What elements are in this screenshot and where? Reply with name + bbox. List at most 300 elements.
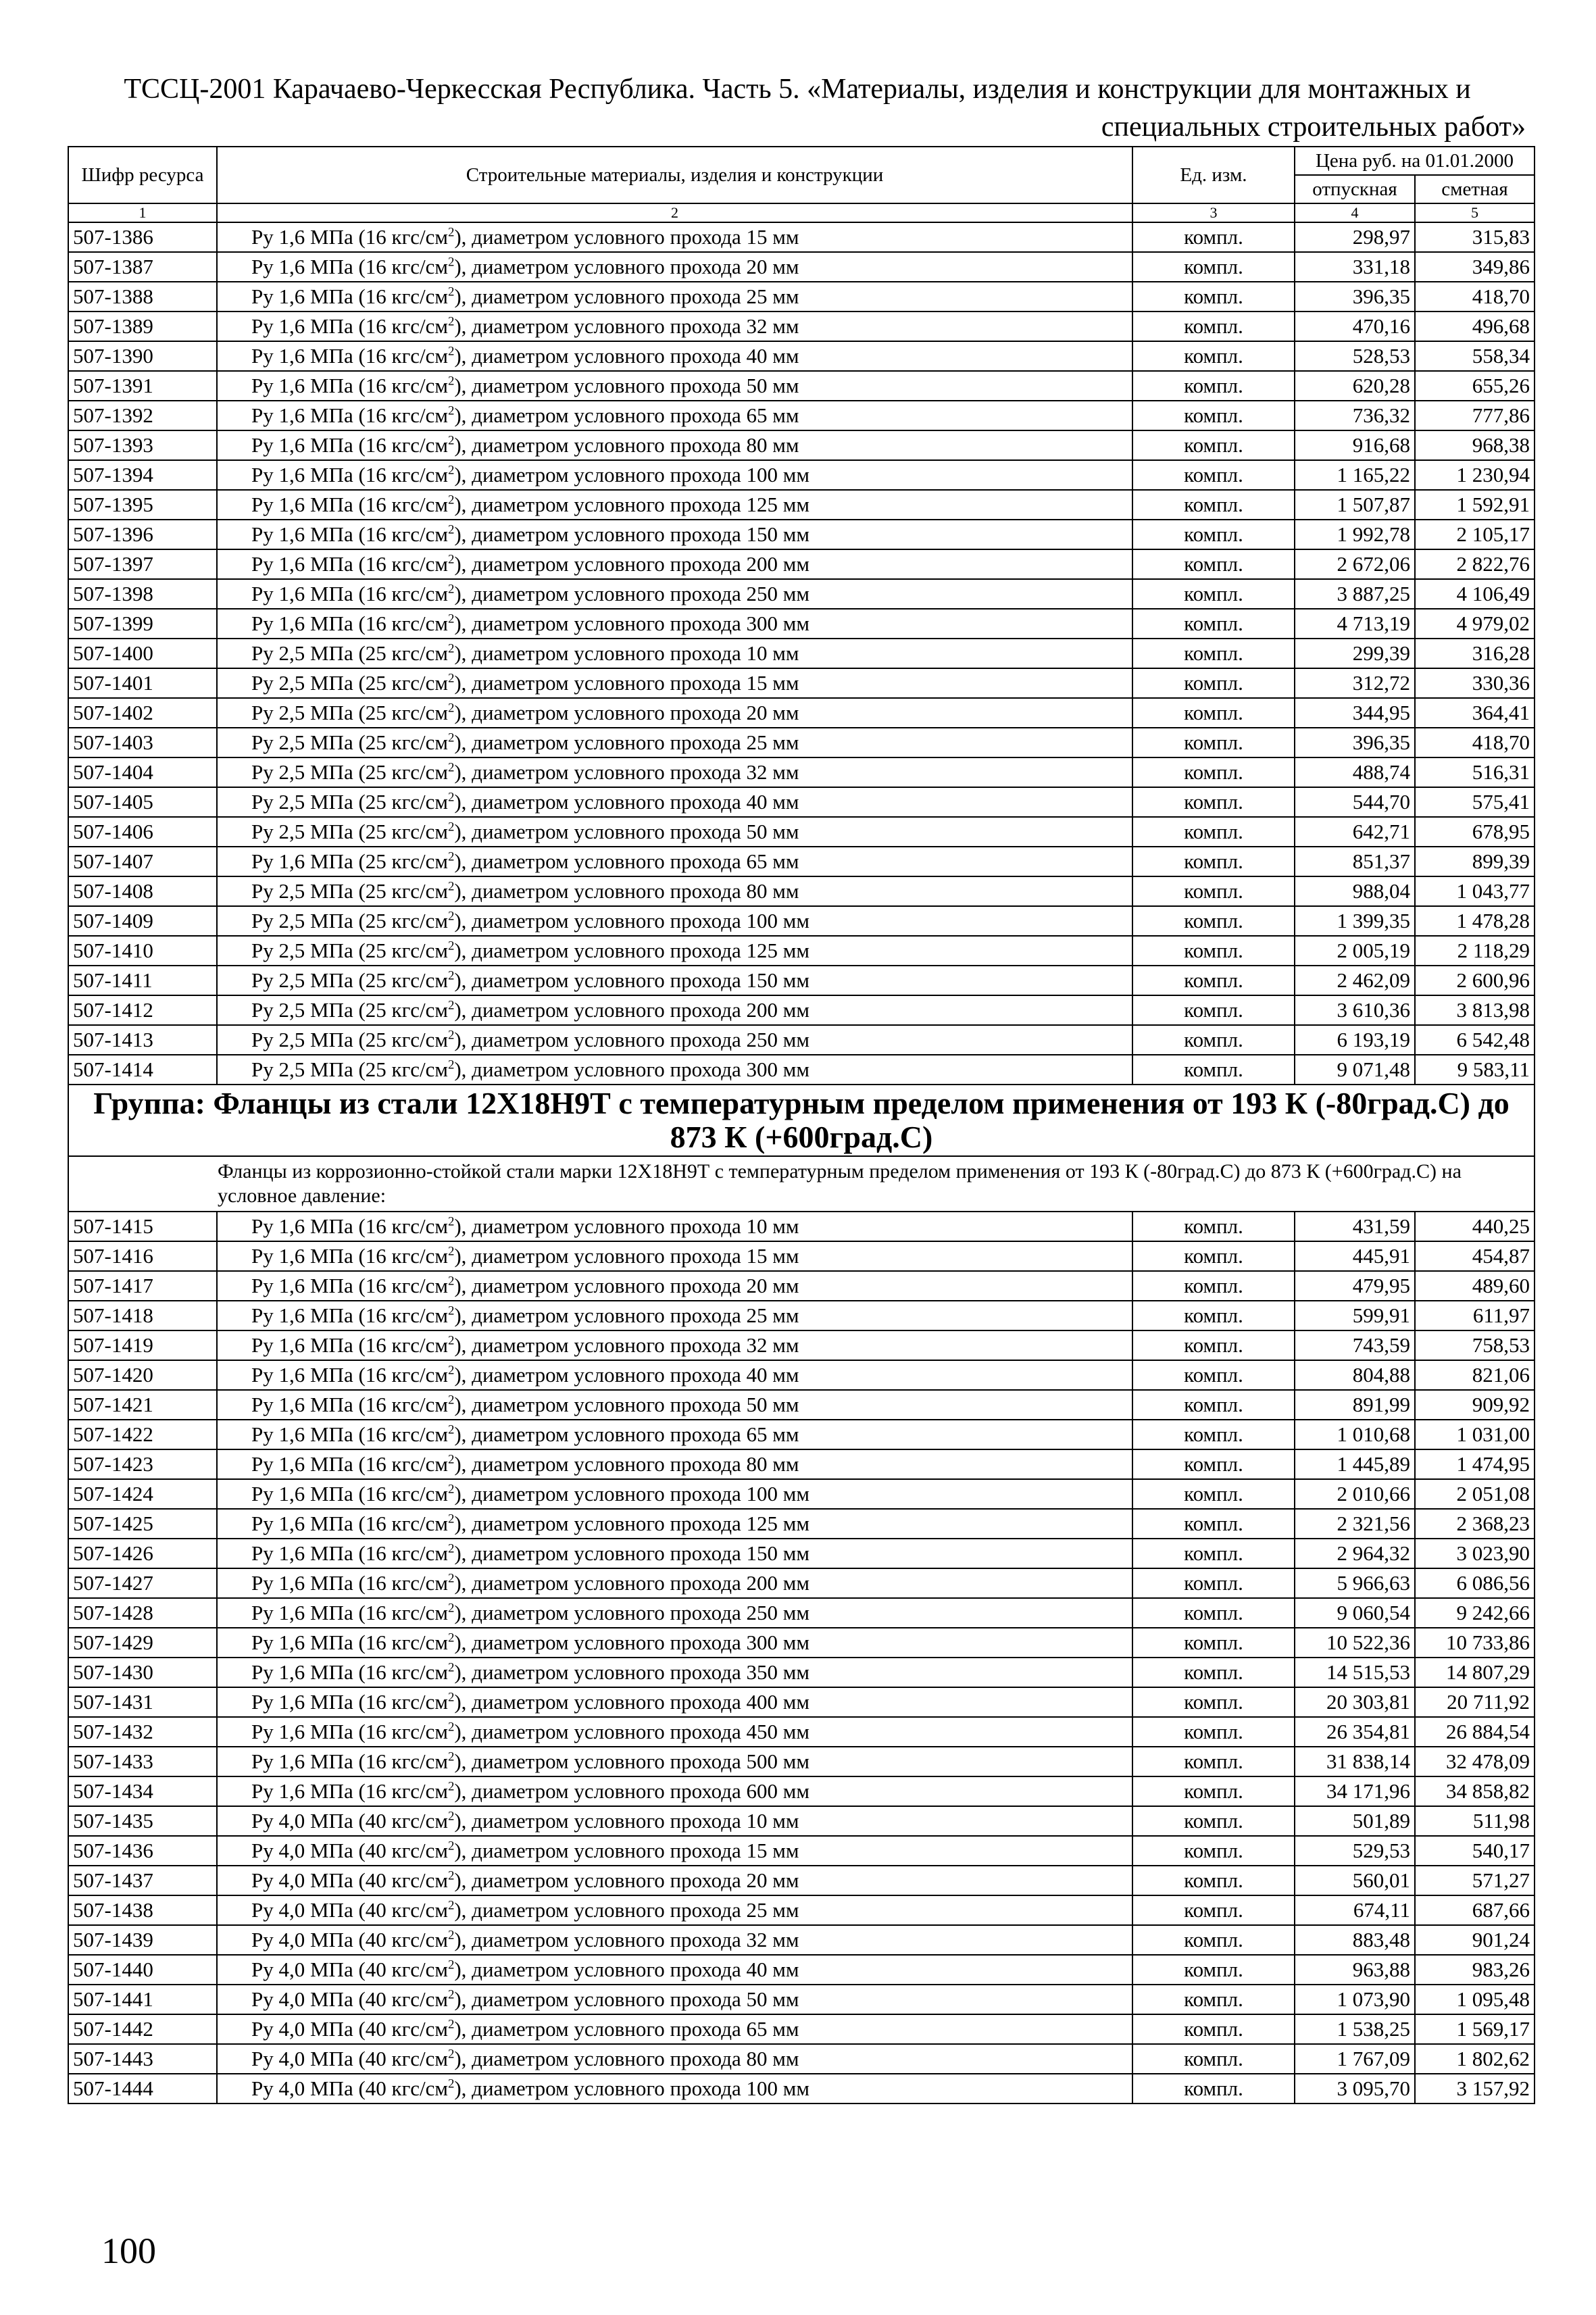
pressure-text: Ру 1,6 МПа (16 кгс/см — [251, 582, 449, 605]
diameter-text: ), диаметром условного прохода 400 мм — [454, 1690, 810, 1714]
col-number: 1 — [68, 203, 217, 222]
release-price: 331,18 — [1295, 252, 1415, 282]
resource-code: 507-1422 — [68, 1420, 217, 1449]
table-row — [68, 847, 1535, 876]
material-description — [217, 2074, 1132, 2104]
estimate-price: 1 802,62 — [1415, 2044, 1535, 2074]
unit-cell: компл. — [1132, 2014, 1295, 2044]
pressure-text: Ру 1,6 МПа (16 кгс/см — [251, 1660, 449, 1684]
unit-cell: компл. — [1132, 1539, 1295, 1568]
estimate-price: 1 031,00 — [1415, 1420, 1535, 1449]
group-title: Группа: Фланцы из стали 12Х18Н9Т с температурным пределом применения от 193 К (-80град.С) до 873 К (+600град.С) — [68, 1085, 1535, 1156]
pressure-text: Ру 1,6 МПа (16 кгс/см — [251, 1303, 449, 1327]
unit-cell: компл. — [1132, 430, 1295, 460]
material-description — [217, 371, 1132, 401]
material-description — [217, 1420, 1132, 1449]
diameter-text: ), диаметром условного прохода 100 мм — [454, 909, 810, 932]
superscript: 2 — [448, 849, 455, 864]
pressure-text: Ру 4,0 МПа (40 кгс/см — [251, 1898, 449, 1922]
col-header-name: Строительные материалы, изделия и конструкции — [217, 147, 1132, 203]
superscript: 2 — [448, 1987, 455, 2002]
diameter-text: ), диаметром условного прохода 600 мм — [454, 1779, 810, 1803]
release-price: 736,32 — [1295, 401, 1415, 430]
material-description — [217, 2014, 1132, 2044]
unit-cell: компл. — [1132, 966, 1295, 995]
estimate-price: 899,39 — [1415, 847, 1535, 876]
resource-code: 507-1436 — [68, 1836, 217, 1866]
estimate-price: 777,86 — [1415, 401, 1535, 430]
resource-code: 507-1438 — [68, 1895, 217, 1925]
table-row — [68, 1955, 1535, 1985]
diameter-text: ), диаметром условного прохода 32 мм — [454, 1928, 799, 1951]
material-description — [217, 1776, 1132, 1806]
resource-code: 507-1395 — [68, 490, 217, 520]
release-price: 26 354,81 — [1295, 1717, 1415, 1747]
group-header-row — [68, 1085, 1535, 1156]
material-description — [217, 401, 1132, 430]
superscript: 2 — [448, 552, 455, 567]
material-description — [217, 1055, 1132, 1085]
resource-code: 507-1433 — [68, 1747, 217, 1776]
unit-cell: компл. — [1132, 1025, 1295, 1055]
superscript: 2 — [448, 374, 455, 389]
material-description — [217, 1836, 1132, 1866]
release-price: 3 095,70 — [1295, 2074, 1415, 2104]
superscript: 2 — [448, 1393, 455, 1408]
diameter-text: ), диаметром условного прохода 40 мм — [454, 1958, 799, 1981]
estimate-price: 330,36 — [1415, 668, 1535, 698]
superscript: 2 — [448, 730, 455, 745]
table-row — [68, 668, 1535, 698]
resource-code: 507-1388 — [68, 282, 217, 312]
release-price: 2 672,06 — [1295, 549, 1415, 579]
material-description — [217, 1687, 1132, 1717]
diameter-text: ), диаметром условного прохода 350 мм — [454, 1660, 810, 1684]
diameter-text: ), диаметром условного прохода 32 мм — [454, 314, 799, 338]
col-header-release: отпускная — [1295, 175, 1415, 203]
col-header-estimate: сметная — [1415, 175, 1535, 203]
resource-code: 507-1387 — [68, 252, 217, 282]
material-description — [217, 579, 1132, 609]
group-subtitle: Фланцы из коррозионно-стойкой стали марки 12Х18Н9Т с температурным пределом применения от 193 К (-80град.С) до 873 К (+600град.С) на условное давление: — [68, 1156, 1535, 1212]
resource-code: 507-1441 — [68, 1985, 217, 2014]
diameter-text: ), диаметром условного прохода 125 мм — [454, 939, 810, 962]
superscript: 2 — [448, 1958, 455, 1972]
diameter-text: ), диаметром условного прохода 65 мм — [454, 2017, 799, 2041]
superscript: 2 — [448, 1482, 455, 1497]
superscript: 2 — [448, 403, 455, 418]
diameter-text: ), диаметром условного прохода 10 мм — [454, 1809, 799, 1833]
pressure-text: Ру 2,5 МПа (25 кгс/см — [251, 790, 449, 814]
release-price: 445,91 — [1295, 1241, 1415, 1271]
estimate-price: 10 733,86 — [1415, 1628, 1535, 1658]
table-row — [68, 728, 1535, 757]
superscript: 2 — [448, 820, 455, 835]
table-row — [68, 1717, 1535, 1747]
material-description — [217, 1509, 1132, 1539]
unit-cell: компл. — [1132, 906, 1295, 936]
release-price: 620,28 — [1295, 371, 1415, 401]
material-description — [217, 1955, 1132, 1985]
material-description — [217, 995, 1132, 1025]
resource-code: 507-1440 — [68, 1955, 217, 1985]
pressure-text: Ру 1,6 МПа (25 кгс/см — [251, 849, 449, 873]
diameter-text: ), диаметром условного прохода 15 мм — [454, 225, 799, 249]
material-description — [217, 520, 1132, 549]
estimate-price: 2 822,76 — [1415, 549, 1535, 579]
diameter-text: ), диаметром условного прохода 100 мм — [454, 2076, 810, 2100]
diameter-text: ), диаметром условного прохода 20 мм — [454, 1274, 799, 1297]
diameter-text: ), диаметром условного прохода 80 мм — [454, 2047, 799, 2070]
diameter-text: ), диаметром условного прохода 200 мм — [454, 552, 810, 576]
table-row — [68, 966, 1535, 995]
estimate-price: 4 106,49 — [1415, 579, 1535, 609]
superscript: 2 — [448, 433, 455, 448]
estimate-price: 3 813,98 — [1415, 995, 1535, 1025]
release-price: 396,35 — [1295, 282, 1415, 312]
material-description — [217, 430, 1132, 460]
superscript: 2 — [448, 1660, 455, 1675]
estimate-price: 20 711,92 — [1415, 1687, 1535, 1717]
diameter-text: ), диаметром условного прохода 150 мм — [454, 522, 810, 546]
pressure-text: Ру 2,5 МПа (25 кгс/см — [251, 641, 449, 665]
pressure-text: Ру 2,5 МПа (25 кгс/см — [251, 998, 449, 1022]
table-row — [68, 1598, 1535, 1628]
material-description — [217, 817, 1132, 847]
estimate-price: 9 242,66 — [1415, 1598, 1535, 1628]
resource-code: 507-1431 — [68, 1687, 217, 1717]
table-row — [68, 1568, 1535, 1598]
material-description — [217, 1717, 1132, 1747]
release-price: 9 071,48 — [1295, 1055, 1415, 1085]
release-price: 4 713,19 — [1295, 609, 1415, 639]
release-price: 891,99 — [1295, 1390, 1415, 1420]
table-row — [68, 2014, 1535, 2044]
diameter-text: ), диаметром условного прохода 20 мм — [454, 701, 799, 724]
resource-code: 507-1393 — [68, 430, 217, 460]
pressure-text: Ру 2,5 МПа (25 кгс/см — [251, 909, 449, 932]
material-description — [217, 222, 1132, 252]
table-row — [68, 252, 1535, 282]
material-description — [217, 728, 1132, 757]
material-description — [217, 1598, 1132, 1628]
superscript: 2 — [448, 284, 455, 299]
superscript: 2 — [448, 1214, 455, 1229]
material-description — [217, 1449, 1132, 1479]
unit-cell: компл. — [1132, 1330, 1295, 1360]
estimate-price: 3 023,90 — [1415, 1539, 1535, 1568]
estimate-price: 558,34 — [1415, 341, 1535, 371]
release-price: 1 767,09 — [1295, 2044, 1415, 2074]
estimate-price: 611,97 — [1415, 1301, 1535, 1330]
estimate-price: 540,17 — [1415, 1836, 1535, 1866]
resource-code: 507-1400 — [68, 639, 217, 668]
table-row — [68, 579, 1535, 609]
release-price: 6 193,19 — [1295, 1025, 1415, 1055]
unit-cell: компл. — [1132, 817, 1295, 847]
pressure-text: Ру 1,6 МПа (16 кгс/см — [251, 314, 449, 338]
diameter-text: ), диаметром условного прохода 25 мм — [454, 1898, 799, 1922]
superscript: 2 — [448, 582, 455, 597]
release-price: 883,48 — [1295, 1925, 1415, 1955]
material-description — [217, 1925, 1132, 1955]
estimate-price: 983,26 — [1415, 1955, 1535, 1985]
diameter-text: ), диаметром условного прохода 50 мм — [454, 374, 799, 397]
release-price: 1 073,90 — [1295, 1985, 1415, 2014]
superscript: 2 — [448, 1028, 455, 1043]
unit-cell: компл. — [1132, 757, 1295, 787]
material-description — [217, 1985, 1132, 2014]
estimate-price: 2 105,17 — [1415, 520, 1535, 549]
pressure-text: Ру 2,5 МПа (25 кгс/см — [251, 820, 449, 843]
release-price: 1 445,89 — [1295, 1449, 1415, 1479]
material-description — [217, 312, 1132, 341]
table-row — [68, 757, 1535, 787]
page-number: 100 — [101, 2231, 156, 2271]
resource-code: 507-1394 — [68, 460, 217, 490]
pressure-text: Ру 1,6 МПа (16 кгс/см — [251, 374, 449, 397]
pressure-text: Ру 2,5 МПа (25 кгс/см — [251, 671, 449, 695]
material-description — [217, 1390, 1132, 1420]
resource-code: 507-1443 — [68, 2044, 217, 2074]
table-row — [68, 639, 1535, 668]
superscript: 2 — [448, 463, 455, 478]
pressure-text: Ру 1,6 МПа (16 кгс/см — [251, 1452, 449, 1476]
material-description — [217, 1806, 1132, 1836]
material-description — [217, 1301, 1132, 1330]
unit-cell: компл. — [1132, 728, 1295, 757]
pressure-text: Ру 1,6 МПа (16 кгс/см — [251, 1749, 449, 1773]
diameter-text: ), диаметром условного прохода 150 мм — [454, 968, 810, 992]
table-row — [68, 609, 1535, 639]
estimate-price: 1 478,28 — [1415, 906, 1535, 936]
table-row — [68, 1539, 1535, 1568]
release-price: 34 171,96 — [1295, 1776, 1415, 1806]
estimate-price: 3 157,92 — [1415, 2074, 1535, 2104]
diameter-text: ), диаметром условного прохода 80 мм — [454, 879, 799, 903]
estimate-price: 1 095,48 — [1415, 1985, 1535, 2014]
diameter-text: ), диаметром условного прохода 25 мм — [454, 730, 799, 754]
header-line-2: специальных строительных работ» — [1101, 111, 1526, 143]
table-row — [68, 1055, 1535, 1085]
material-description — [217, 252, 1132, 282]
pressure-text: Ру 1,6 МПа (16 кгс/см — [251, 1512, 449, 1535]
superscript: 2 — [448, 1928, 455, 1943]
superscript: 2 — [448, 1244, 455, 1259]
material-description — [217, 757, 1132, 787]
diameter-text: ), диаметром условного прохода 200 мм — [454, 998, 810, 1022]
pressure-text: Ру 1,6 МПа (16 кгс/см — [251, 612, 449, 635]
unit-cell: компл. — [1132, 222, 1295, 252]
pressure-text: Ру 1,6 МПа (16 кгс/см — [251, 433, 449, 457]
estimate-price: 14 807,29 — [1415, 1658, 1535, 1687]
unit-cell: компл. — [1132, 549, 1295, 579]
unit-cell: компл. — [1132, 2044, 1295, 2074]
unit-cell: компл. — [1132, 312, 1295, 341]
release-price: 479,95 — [1295, 1271, 1415, 1301]
material-description — [217, 1658, 1132, 1687]
resource-code: 507-1414 — [68, 1055, 217, 1085]
resource-code: 507-1406 — [68, 817, 217, 847]
material-description — [217, 966, 1132, 995]
unit-cell: компл. — [1132, 341, 1295, 371]
estimate-price: 2 600,96 — [1415, 966, 1535, 995]
release-price: 2 005,19 — [1295, 936, 1415, 966]
superscript: 2 — [448, 1749, 455, 1764]
diameter-text: ), диаметром условного прохода 50 мм — [454, 1393, 799, 1416]
release-price: 20 303,81 — [1295, 1687, 1415, 1717]
pressure-text: Ру 1,6 МПа (16 кгс/см — [251, 1422, 449, 1446]
resource-code: 507-1391 — [68, 371, 217, 401]
release-price: 2 964,32 — [1295, 1539, 1415, 1568]
pressure-text: Ру 4,0 МПа (40 кгс/см — [251, 2076, 449, 2100]
estimate-price: 418,70 — [1415, 728, 1535, 757]
release-price: 1 010,68 — [1295, 1420, 1415, 1449]
material-description — [217, 1866, 1132, 1895]
resource-code: 507-1408 — [68, 876, 217, 906]
resource-code: 507-1430 — [68, 1658, 217, 1687]
resource-code: 507-1412 — [68, 995, 217, 1025]
unit-cell: компл. — [1132, 1212, 1295, 1241]
estimate-price: 2 051,08 — [1415, 1479, 1535, 1509]
diameter-text: ), диаметром условного прохода 25 мм — [454, 284, 799, 308]
pressure-text: Ру 1,6 МПа (16 кгс/см — [251, 1541, 449, 1565]
estimate-price: 489,60 — [1415, 1271, 1535, 1301]
unit-cell: компл. — [1132, 1717, 1295, 1747]
pressure-text: Ру 1,6 МПа (16 кгс/см — [251, 1720, 449, 1743]
release-price: 2 462,09 — [1295, 966, 1415, 995]
table-row — [68, 1658, 1535, 1687]
unit-cell: компл. — [1132, 936, 1295, 966]
resource-code: 507-1417 — [68, 1271, 217, 1301]
estimate-price: 32 478,09 — [1415, 1747, 1535, 1776]
release-price: 312,72 — [1295, 668, 1415, 698]
diameter-text: ), диаметром условного прохода 20 мм — [454, 1868, 799, 1892]
price-table — [68, 146, 1535, 2104]
material-description — [217, 282, 1132, 312]
table-row — [68, 520, 1535, 549]
material-description — [217, 847, 1132, 876]
estimate-price: 2 118,29 — [1415, 936, 1535, 966]
resource-code: 507-1407 — [68, 847, 217, 876]
table-row — [68, 876, 1535, 906]
estimate-price: 6 086,56 — [1415, 1568, 1535, 1598]
table-row — [68, 282, 1535, 312]
superscript: 2 — [448, 1363, 455, 1378]
table-row — [68, 1806, 1535, 1836]
pressure-text: Ру 1,6 МПа (16 кгс/см — [251, 255, 449, 278]
unit-cell: компл. — [1132, 609, 1295, 639]
release-price: 642,71 — [1295, 817, 1415, 847]
estimate-price: 575,41 — [1415, 787, 1535, 817]
release-price: 1 165,22 — [1295, 460, 1415, 490]
pressure-text: Ру 2,5 МПа (25 кгс/см — [251, 701, 449, 724]
unit-cell: компл. — [1132, 1747, 1295, 1776]
unit-cell: компл. — [1132, 639, 1295, 668]
estimate-price: 1 592,91 — [1415, 490, 1535, 520]
estimate-price: 4 979,02 — [1415, 609, 1535, 639]
release-price: 560,01 — [1295, 1866, 1415, 1895]
unit-cell: компл. — [1132, 252, 1295, 282]
pressure-text: Ру 1,6 МПа (16 кгс/см — [251, 1214, 449, 1238]
table-row — [68, 2044, 1535, 2074]
table-row — [68, 698, 1535, 728]
estimate-price: 687,66 — [1415, 1895, 1535, 1925]
estimate-price: 315,83 — [1415, 222, 1535, 252]
superscript: 2 — [448, 1512, 455, 1526]
table-row — [68, 1747, 1535, 1776]
unit-cell: компл. — [1132, 371, 1295, 401]
diameter-text: ), диаметром условного прохода 250 мм — [454, 1601, 810, 1624]
release-price: 599,91 — [1295, 1301, 1415, 1330]
pressure-text: Ру 2,5 МПа (25 кгс/см — [251, 879, 449, 903]
diameter-text: ), диаметром условного прохода 250 мм — [454, 582, 810, 605]
superscript: 2 — [448, 1631, 455, 1645]
resource-code: 507-1444 — [68, 2074, 217, 2104]
release-price: 674,11 — [1295, 1895, 1415, 1925]
material-description — [217, 1628, 1132, 1658]
material-description — [217, 1271, 1132, 1301]
superscript: 2 — [448, 939, 455, 953]
col-header-price: Цена руб. на 01.01.2000 — [1295, 147, 1535, 175]
pressure-text: Ру 1,6 МПа (16 кгс/см — [251, 1244, 449, 1268]
col-number: 5 — [1415, 203, 1535, 222]
col-number: 2 — [217, 203, 1132, 222]
release-price: 2 010,66 — [1295, 1479, 1415, 1509]
release-price: 10 522,36 — [1295, 1628, 1415, 1658]
release-price: 344,95 — [1295, 698, 1415, 728]
unit-cell: компл. — [1132, 1628, 1295, 1658]
pressure-text: Ру 1,6 МПа (16 кгс/см — [251, 1631, 449, 1654]
release-price: 988,04 — [1295, 876, 1415, 906]
material-description — [217, 668, 1132, 698]
unit-cell: компл. — [1132, 1806, 1295, 1836]
diameter-text: ), диаметром условного прохода 10 мм — [454, 1214, 799, 1238]
resource-code: 507-1386 — [68, 222, 217, 252]
unit-cell: компл. — [1132, 876, 1295, 906]
table-row — [68, 1420, 1535, 1449]
estimate-price: 440,25 — [1415, 1212, 1535, 1241]
superscript: 2 — [448, 314, 455, 329]
superscript: 2 — [448, 1601, 455, 1616]
table-row — [68, 371, 1535, 401]
pressure-text: Ру 1,6 МПа (16 кгс/см — [251, 1779, 449, 1803]
diameter-text: ), диаметром условного прохода 500 мм — [454, 1749, 810, 1773]
diameter-text: ), диаметром условного прохода 150 мм — [454, 1541, 810, 1565]
resource-code: 507-1404 — [68, 757, 217, 787]
estimate-price: 1 230,94 — [1415, 460, 1535, 490]
diameter-text: ), диаметром условного прохода 10 мм — [454, 641, 799, 665]
superscript: 2 — [448, 1690, 455, 1705]
resource-code: 507-1435 — [68, 1806, 217, 1836]
table-row — [68, 1449, 1535, 1479]
pressure-text: Ру 4,0 МПа (40 кгс/см — [251, 1839, 449, 1862]
superscript: 2 — [448, 1452, 455, 1467]
pressure-text: Ру 1,6 МПа (16 кгс/см — [251, 1482, 449, 1505]
pressure-text: Ру 1,6 МПа (16 кгс/см — [251, 1690, 449, 1714]
table-row — [68, 1025, 1535, 1055]
superscript: 2 — [448, 2017, 455, 2032]
superscript: 2 — [448, 2047, 455, 2062]
superscript: 2 — [448, 2076, 455, 2091]
resource-code: 507-1432 — [68, 1717, 217, 1747]
pressure-text: Ру 1,6 МПа (16 кгс/см — [251, 1571, 449, 1595]
diameter-text: ), диаметром условного прохода 250 мм — [454, 1028, 810, 1051]
material-description — [217, 906, 1132, 936]
superscript: 2 — [448, 1720, 455, 1735]
table-row — [68, 1330, 1535, 1360]
resource-code: 507-1399 — [68, 609, 217, 639]
